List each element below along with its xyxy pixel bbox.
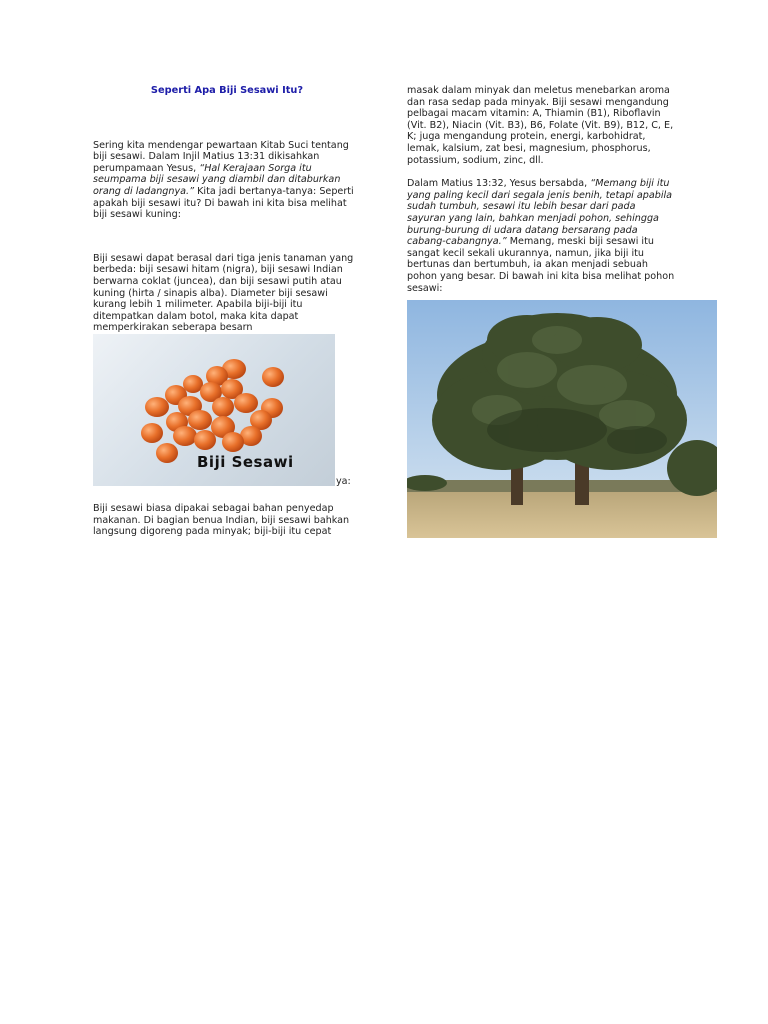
mustard-seed-image <box>93 334 335 486</box>
tree-illustration <box>407 300 717 538</box>
intro-text: Sering kita mendengar pewartaan Kitab Suci tentang biji sesawi. Dalam Injil Matius 13:31 dikisahkan perumpamaan Yesus, <box>93 139 349 174</box>
matthew-13-32-paragraph <box>407 178 677 294</box>
right-column <box>407 85 677 294</box>
matthew-intro-text: Dalam Matius 13:32, Yesus bersabda, <box>407 178 591 190</box>
mustard-tree-image <box>407 300 717 538</box>
matthew-13-32-quote: “Memang biji itu yang paling kecil dari segala jenis benih, tetapi apabila sudah tumbuh, sesawi itu lebih besar dari pada sayuran yang lain, bahkan menjadi pohon, sehingga burung-burung di udara datang bersarang pada cabang-cabangnya.” <box>407 178 673 248</box>
culinary-paragraph: Biji sesawi biasa dipakai sebagai bahan penyedap makanan. Di bagian benua Indian, biji sesawi bahkan langsung digoreng pada minyak; biji-biji itu cepat <box>93 502 350 538</box>
vitamins-paragraph: masak dalam minyak dan meletus menebarkan aroma dan rasa sedap pada minyak. Biji sesawi mengandung pelbagai macam vitamin: A, Thiamin (B1), Riboflavin (Vit. B2), Niacin (Vit. B3), B6, Folate (Vit. B9), B12, C, E, K; juga mengandung protein, energi, karbohidrat, lemak, kalsium, zat besi, magnesium, phosphorus, potassium, sodium, zinc, dll. <box>407 85 674 166</box>
matthew-explanation-text: Memang, meski biji sesawi itu sangat kecil sekali ukurannya, namun, jika biji itu bertunas dan bertumbuh, ia akan menjadi sebuah pohon yang besar. Di bawah ini kita bisa melihat pohon sesawi: <box>407 236 675 294</box>
seed-figure <box>93 334 361 490</box>
article-title: Seperti Apa Biji Sesawi Itu? <box>150 85 304 96</box>
image-caption: Biji Sesawi <box>197 452 294 471</box>
intro-paragraph <box>93 140 361 221</box>
paragraph-fragment: ya: <box>336 475 351 487</box>
left-column <box>93 85 361 538</box>
intro-text-cont: Kita jadi bertanya-tanya: Seperti apakah biji sesawi itu? Di bawah ini kita bisa melihat biji sesawi kuning: <box>93 185 354 221</box>
matthew-13-31-quote: “Hal Kerajaan Sorga itu seumpama biji sesawi yang diambil dan ditaburkan orang di ladangnya.” <box>93 162 341 197</box>
seed-types-paragraph: Biji sesawi dapat berasal dari tiga jenis tanaman yang berbeda: biji sesawi hitam (nigra), biji sesawi Indian berwarna coklat (juncea), dan biji sesawi putih atau kuning (hirta / sinapis alba). Diameter biji sesawi kurang lebih 1 milimeter. Apabila biji-biji itu ditempatkan dalam botol, maka kita dapat memperkirakan seberapa besarn <box>93 252 354 334</box>
